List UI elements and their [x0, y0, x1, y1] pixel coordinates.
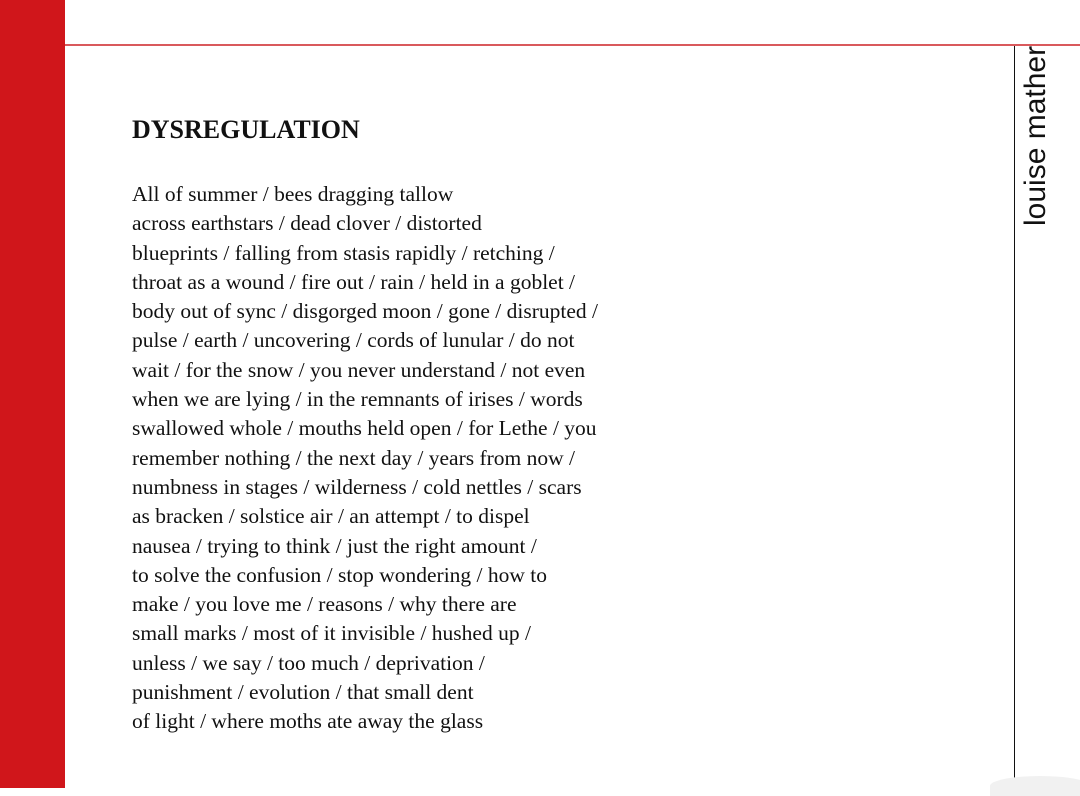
poem-line: nausea / trying to think / just the right amount / [132, 533, 537, 558]
poem-line: numbness in stages / wilderness / cold nettles / scars [132, 474, 582, 499]
poem-line: make / you love me / reasons / why there are [132, 592, 517, 617]
poem-line: small marks / most of it invisible / hushed up / [132, 621, 531, 646]
poem-line: blueprints / falling from stasis rapidly / retching / [132, 240, 555, 265]
poem-line: body out of sync / disgorged moon / gone / disrupted / [132, 299, 598, 324]
author-name: louise mather [1019, 45, 1052, 226]
poem-line: All of summer / bees dragging tallow [132, 182, 454, 206]
poem-line: as bracken / solstice air / an attempt / to dispel [132, 504, 530, 529]
vertical-rule [1014, 46, 1015, 778]
poem-line: punishment / evolution / that small dent [132, 680, 474, 705]
page-corner-shadow [990, 776, 1080, 796]
poem-line: across earthstars / dead clover / distorted [132, 211, 482, 236]
red-side-bar [0, 0, 65, 788]
poem-line: when we are lying / in the remnants of irises / words [132, 387, 583, 412]
poem-body [132, 180, 598, 737]
poem-line: remember nothing / the next day / years from now / [132, 445, 576, 470]
top-rule [65, 44, 1080, 46]
poem-line: throat as a wound / fire out / rain / held in a goblet / [132, 269, 576, 294]
poem-title: DYSREGULATION [132, 115, 360, 144]
poem-line: swallowed whole / mouths held open / for Lethe / you [132, 416, 597, 441]
poem-line: wait / for the snow / you never understand / not even [132, 357, 586, 382]
poem-line: pulse / earth / uncovering / cords of lunular / do not [132, 328, 575, 353]
poem-line: of light / where moths ate away the glass [132, 709, 484, 734]
poem-line: unless / we say / too much / deprivation / [132, 650, 485, 675]
poem-line: to solve the confusion / stop wondering / how to [132, 562, 548, 587]
